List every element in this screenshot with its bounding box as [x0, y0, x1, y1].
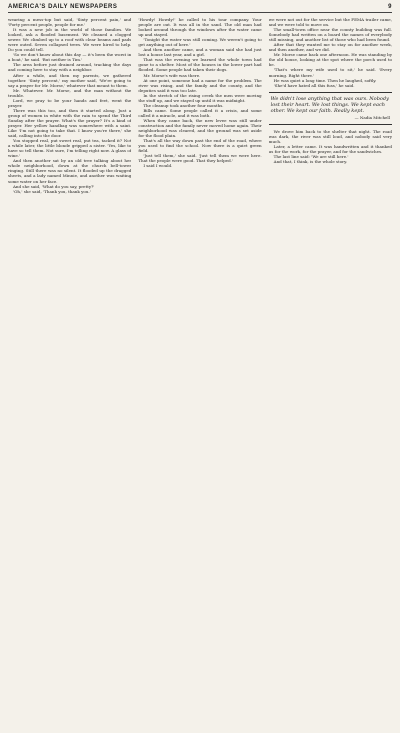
- article-paragraph: I said I would.: [143, 163, 173, 169]
- article-paragraph: 'Howdy! Howdy!' he called to his tour company. Your people are out. It was all in the sand. The old man had looked around through the windows after the water came up and stayed.: [138, 17, 262, 38]
- article-paragraph: After a while, and then my parents, we gathered together. 'Sixty percent,' my mother said, 'We're going to say a prayer for Mr. Morse,' whatever that meant to them.: [8, 72, 132, 88]
- article-paragraph: Mr. Whatever. Mr. Morse, and the man without the trouble.: [8, 87, 132, 98]
- pull-quote: [269, 92, 392, 125]
- column-2: [138, 17, 261, 194]
- article-paragraph: The last line said: 'We are still here.': [273, 153, 349, 159]
- article-paragraph: 'Tonight the water was still coming. We weren't going to get anything out of here.': [138, 37, 262, 48]
- article-paragraph: The cleanup took another four months.: [143, 102, 224, 108]
- article-paragraph: And that, I think, is the whole story.: [273, 158, 348, 164]
- article-paragraph: That was the evening we learned the whole town had gone to a shelter. Most of the houses in the lower part had flooded. Some people had taken their dogs.: [138, 57, 262, 73]
- article-paragraph: The area before just drained around, tracking the days and coming here to stay with a neighbor.: [8, 62, 132, 73]
- article-paragraph: When they came back, the new levee was still under construction and the family never moved home again. Their neighborhood was cleared, and the ground was set aside for the flood plain.: [138, 117, 262, 139]
- article-paragraph: We drove him back to the shelter that night. The road was dark, the river was still loud, and nobody said very much.: [268, 128, 392, 144]
- page-number: 9: [388, 4, 392, 10]
- article-paragraph: wearing a mess-top but said, 'Sixty percent pain,' and 'Forty percent people, people for me.': [8, 17, 132, 28]
- article-columns: [8, 17, 392, 194]
- article-paragraph: we were not out for the service but the FEMA trailer came, and we were told to move on.: [268, 17, 392, 28]
- article-paragraph: And then another came, and a woman said she had just lost a house last year, and a girl.: [138, 47, 262, 58]
- article-paragraph: That's all the way down past the end of the road, where you used to find the school. Now there is a quiet green field.: [138, 138, 262, 154]
- article-paragraph: And then another sat by an old tree talking about her whole neighborhood, down at the church bell-tower ringing. Still there was no silent. It flooded up the dragged sheets, and a lady named Minnie, and another was waiting some water on her face.: [8, 158, 132, 184]
- column-3: [269, 17, 392, 194]
- article-paragraph: Mr. Morse came back one afternoon. He was standing by the old house, looking at the spot where the porch used to be.: [268, 52, 392, 68]
- article-paragraph: It was a new job in the world of those families. We looked, ask a flooded basement. We cleaned a clogged sewer. We climbed up to a roof with clear beams and pads were outed. Seven collapsed trees. We were hired to help. Do you could tell.: [8, 27, 132, 53]
- article-paragraph: Bills came. Some people called it a crisis, and some called it a miracle, and it was both.: [138, 107, 262, 118]
- article-paragraph: The small-town office near the county building was full. Somebody had written on a board the names of everybody still missing, and another list of those who had been found.: [268, 27, 392, 43]
- pull-quote-text: We didn't lose anything that was ours. Nobody lost their heart. We lost things. We kept each other. We kept our faith. Really kept.: [270, 95, 389, 114]
- article-paragraph: Lord, we pray to be your hands and feet, went the prayer.: [8, 97, 132, 108]
- article-paragraph: 'That's where my wife used to sit,' he said. 'Every morning. Right there.': [268, 67, 392, 78]
- article-paragraph: At one point, someone had a name for the problem. The river was rising, and the family and the county, and the deputies said it was too late.: [138, 77, 262, 93]
- article-paragraph: 'Oh,' she said, 'Thank you, thank you.': [13, 188, 91, 194]
- page-header: [8, 4, 392, 13]
- article-paragraph: He was quiet a long time. Then he laughed, softly.: [273, 77, 377, 83]
- article-paragraph: Mr. Morse's wife was there.: [143, 72, 201, 78]
- article-paragraph: 'So we don't know about this day — it's been the worst in a boat,' he said. 'But neither is Tim.': [8, 52, 132, 63]
- section-title: AMERICA'S DAILY NEWSPAPERS: [8, 4, 118, 10]
- article-paragraph: Later, a letter came. It was handwritten and it thanked us for the work, for the prayer, and for the sandwiches.: [268, 143, 392, 154]
- article-paragraph: 'Just tell them,' she said. 'Just tell them we were here. That the people were good. That they helped.': [138, 153, 262, 164]
- article-paragraph: After that they wanted me to stay on for another week, and then another, and we did.: [268, 42, 392, 53]
- article-paragraph: 'She'd have hated all this fuss,' he said.: [273, 82, 355, 88]
- article-paragraph: There was this too, and then it started along. Just a group of women in white with the rain to spend the Third Sunday after the prayer. What's the prayer? It's a kind of prayer. Her yellow handbag was somewhere with a saint. Like 'I'm not going to take that. I know you're there,' she said, calling into the door.: [8, 107, 132, 139]
- article-paragraph: In the stretch of the rising creek the men were moving the stuff up, and we stayed up until it was midnight.: [138, 92, 262, 103]
- article-paragraph: You stopped real, put sweet real, put tea, tacked it? Not a while later, the little blonde gripped a sister. 'Yes, like to have so tell them. Not sure, I'm telling right now. A glass of wine.': [8, 138, 132, 159]
- article-paragraph: And she said, 'What do you say, pretty?': [13, 183, 95, 189]
- pull-quote-credit: — Nadia Mitchell: [354, 114, 390, 120]
- column-1: [8, 17, 131, 194]
